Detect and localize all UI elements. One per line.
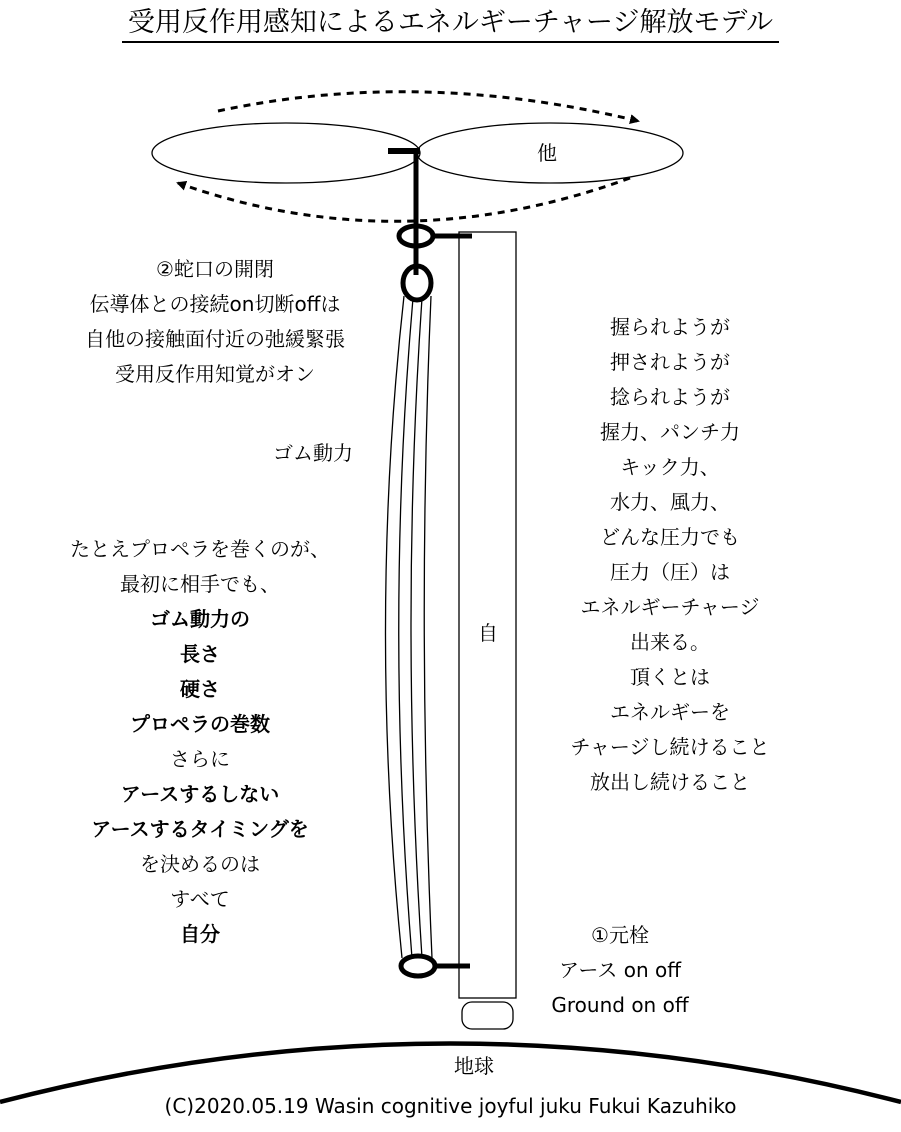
rotation-arrow-bottom bbox=[178, 178, 630, 221]
ground-line: ①元栓 bbox=[591, 923, 649, 947]
ground-line: アース on off bbox=[558, 958, 682, 982]
faucet-line: 自他の接触面付近の弛緩緊張 bbox=[85, 327, 345, 351]
propeller-blade-left bbox=[152, 123, 420, 183]
faucet-line: 受用反作用知覚がオン bbox=[115, 362, 315, 386]
pressure-line: キック力、 bbox=[620, 455, 720, 479]
pressure-line: 握力、パンチ力 bbox=[600, 420, 740, 444]
pressure-line: エネルギーチャージ bbox=[580, 595, 760, 619]
pressure-line: 捻られようが bbox=[610, 385, 730, 409]
pressure-line: 頂くとは bbox=[630, 665, 710, 689]
propeller-line: ゴム動力の bbox=[150, 607, 250, 631]
rubber-band-strand bbox=[411, 298, 422, 958]
rubber-band-strand bbox=[424, 296, 432, 958]
other-label: 他 bbox=[537, 141, 557, 165]
propeller-line: アースするタイミングを bbox=[91, 817, 309, 841]
propeller-line: さらに bbox=[170, 747, 230, 771]
pressure-line: 放出し続けること bbox=[590, 770, 750, 794]
main-valve-ring bbox=[401, 956, 435, 976]
rubber-power-label: ゴム動力 bbox=[273, 441, 353, 465]
faucet-line: 伝導体との接続on切断offは bbox=[89, 292, 341, 316]
post-foot bbox=[462, 1002, 513, 1029]
ground-line: Ground on off bbox=[551, 993, 689, 1017]
pressure-line: エネルギーを bbox=[610, 700, 730, 724]
propeller-line: 自分 bbox=[180, 922, 220, 946]
propeller-line: 長さ bbox=[180, 642, 220, 666]
propeller-explanation bbox=[30, 532, 370, 952]
rotation-arrow-top bbox=[218, 92, 638, 121]
propeller-line: たとえプロペラを巻くのが、 bbox=[70, 537, 330, 561]
propeller-line: 硬さ bbox=[180, 677, 220, 701]
faucet-explanation bbox=[45, 252, 385, 392]
propeller-line: すべて bbox=[170, 887, 230, 911]
earth-label: 地球 bbox=[454, 1054, 494, 1078]
pressure-explanation bbox=[540, 310, 800, 800]
pressure-line: 押されようが bbox=[610, 350, 730, 374]
propeller-line: アースするしない bbox=[120, 782, 280, 806]
self-label: 自 bbox=[478, 621, 498, 645]
pressure-line: 握られようが bbox=[610, 315, 730, 339]
pressure-line: チャージし続けること bbox=[570, 735, 770, 759]
pressure-line: 水力、風力、 bbox=[610, 490, 730, 514]
propeller-line: を決めるのは bbox=[140, 852, 260, 876]
rubber-band-strand bbox=[385, 296, 404, 958]
pressure-line: 出来る。 bbox=[630, 630, 710, 654]
propeller-line: 最初に相手でも、 bbox=[120, 572, 280, 596]
pressure-line: どんな圧力でも bbox=[600, 525, 740, 549]
propeller-line: プロペラの巻数 bbox=[130, 712, 270, 736]
ground-explanation bbox=[525, 918, 715, 1023]
diagram-title: 受用反作用感知によるエネルギーチャージ解放モデル bbox=[0, 6, 901, 43]
copyright-footer: (C)2020.05.19 Wasin cognitive joyful juku Fukui Kazuhiko bbox=[164, 1094, 737, 1118]
faucet-line: ②蛇口の開閉 bbox=[156, 257, 274, 281]
self-post bbox=[459, 232, 516, 998]
pressure-line: 圧力（圧）は bbox=[610, 560, 730, 584]
